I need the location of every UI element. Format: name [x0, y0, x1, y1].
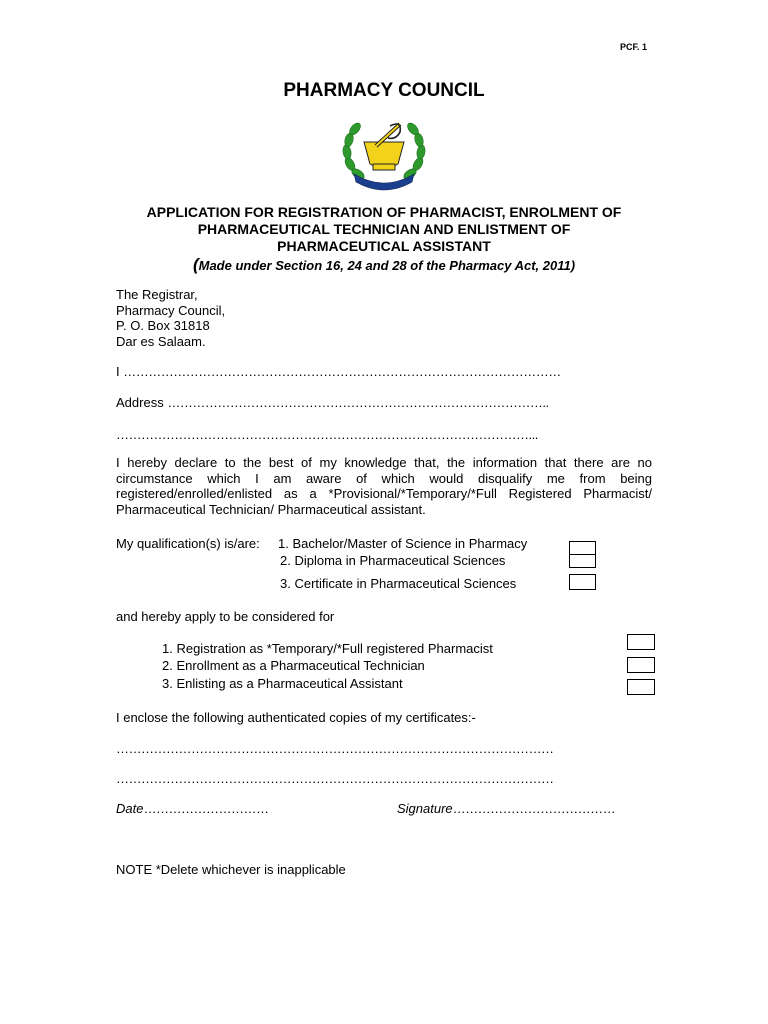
subtitle-text: Made under Section 16, 24 and 28 of the Pharmacy Act, 2011) [198, 258, 576, 273]
certificates-fill-dots-1[interactable]: …………………………………………………………………………………………… [116, 741, 554, 756]
form-code: PCF. 1 [620, 42, 648, 52]
registrar-address [116, 287, 225, 349]
apply-item-3: 3. Enlisting as a Pharmaceutical Assistant [162, 676, 403, 691]
declaration-paragraph: I hereby declare to the best of my knowledge that, the information that there are no circumstance which I am aware of which would disqualify me from being registered/enrolled/enlisted as a *Provisional/*Temporary/*Full Registered Pharmacist/ Pharmaceutical Technician/ Pharmaceutical assistant. [116, 455, 652, 517]
apply-checkbox-2[interactable] [627, 657, 655, 673]
qualification-item-3: 3. Certificate in Pharmaceutical Sciences [280, 576, 517, 591]
date-line [116, 801, 268, 817]
subtitle-open-paren: ( [192, 255, 199, 274]
address-label: Address [116, 395, 164, 410]
title-line-2: PHARMACEUTICAL TECHNICIAN AND ENLISTMENT OF [197, 221, 571, 237]
apply-item-1: 1. Registration as *Temporary/*Full registered Pharmacist [162, 641, 493, 656]
pharmacy-council-logo [340, 112, 428, 192]
application-subtitle [100, 255, 668, 275]
qualification-item-1: 1. Bachelor/Master of Science in Pharmacy [278, 536, 528, 551]
apply-item-2: 2. Enrollment as a Pharmaceutical Technician [162, 658, 425, 673]
address-fill-dots-2[interactable]: ………………………………………………………………………………………... [116, 427, 538, 442]
apply-label: and hereby apply to be considered for [116, 609, 335, 624]
address-line: Pharmacy Council, [116, 302, 226, 318]
name-label: I [116, 364, 120, 379]
certificates-fill-dots-2[interactable]: …………………………………………………………………………………………… [116, 771, 554, 786]
certificates-label: I enclose the following authenticated copies of my certificates:- [116, 710, 476, 725]
apply-checkbox-3[interactable] [627, 679, 655, 695]
qualification-checkbox-2[interactable] [569, 554, 596, 568]
qualification-item-2: 2. Diploma in Pharmaceutical Sciences [280, 553, 506, 568]
signature-fill-dots[interactable]: ………………………………… [452, 801, 616, 816]
applicant-name-line [116, 364, 561, 380]
applicant-address-line [116, 395, 549, 411]
signature-label: Signature [397, 801, 453, 816]
qualification-checkbox-3[interactable] [569, 574, 596, 590]
title-line-1: APPLICATION FOR REGISTRATION OF PHARMACIST, ENROLMENT OF [146, 204, 622, 220]
name-fill-dots[interactable]: …………………………………………………………………………………………… [123, 364, 561, 379]
address-fill-dots[interactable]: ……………………………………………………………………………….. [167, 395, 549, 410]
application-title [100, 204, 668, 255]
address-line: The Registrar, [116, 287, 198, 302]
address-line: P. O. Box 31818 [116, 318, 210, 333]
address-line: Dar es Salaam. [116, 333, 206, 349]
council-heading: PHARMACY COUNCIL [283, 80, 485, 101]
signature-line [397, 801, 615, 817]
qualification-label: My qualification(s) is/are: [116, 536, 260, 551]
date-fill-dots[interactable]: ………………………… [143, 801, 269, 816]
date-label: Date [116, 801, 144, 816]
apply-checkbox-1[interactable] [627, 634, 655, 650]
qualification-checkbox-1[interactable] [569, 541, 596, 555]
note-text: NOTE *Delete whichever is inapplicable [116, 862, 346, 877]
title-line-3: PHARMACEUTICAL ASSISTANT [277, 238, 491, 254]
